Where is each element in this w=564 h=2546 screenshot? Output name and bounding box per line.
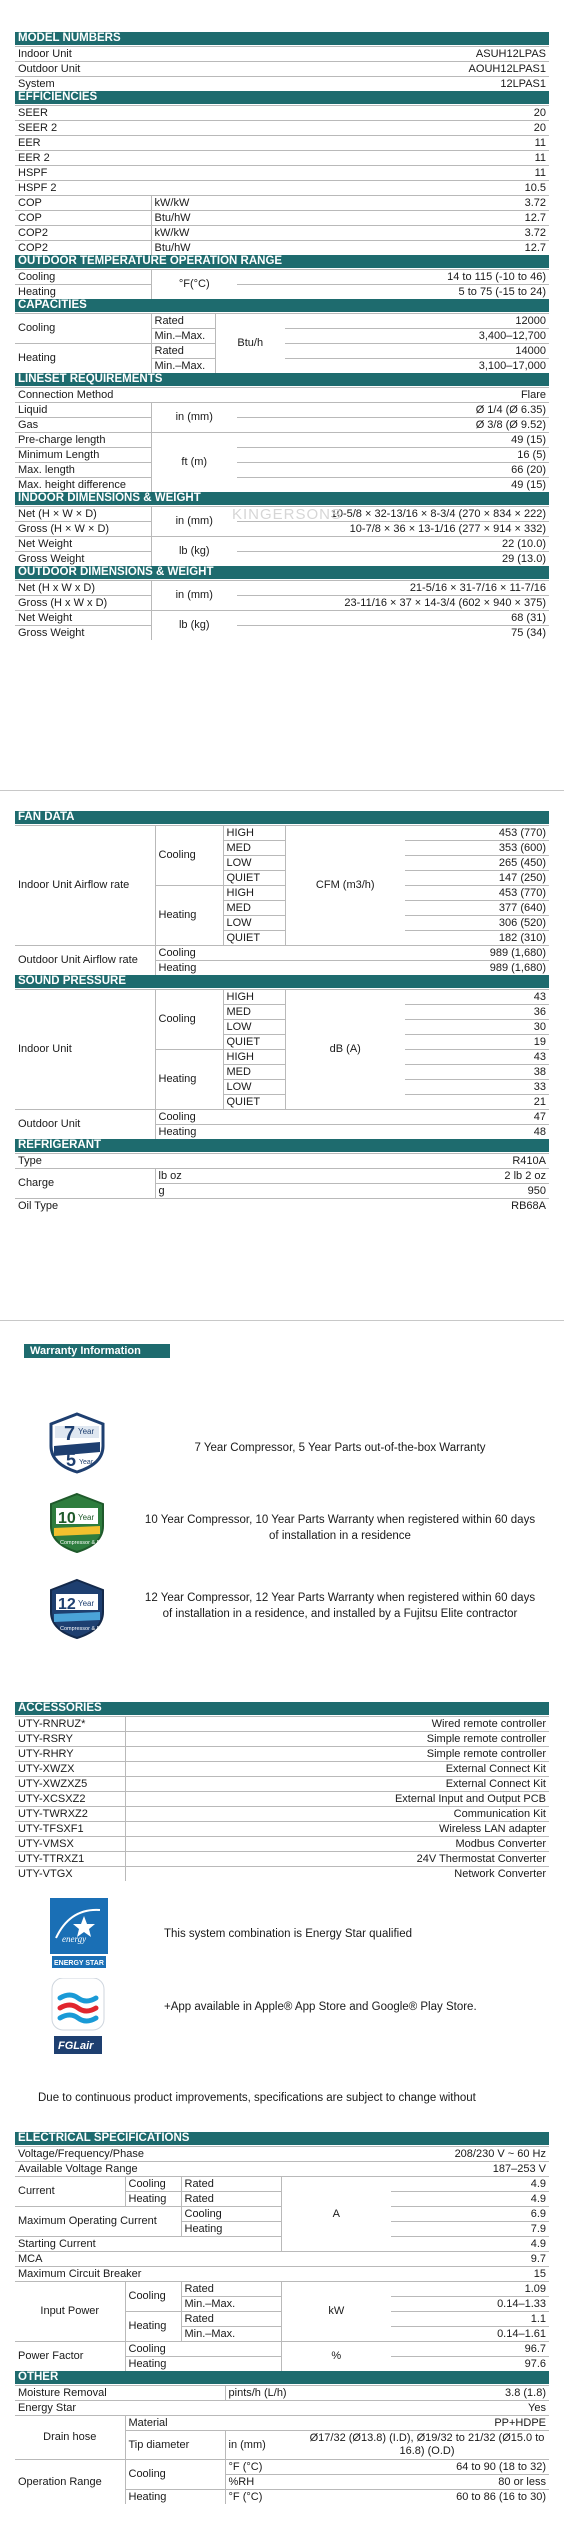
table-row: Min.–Max. 0.14–1.33 bbox=[15, 2297, 549, 2312]
table-row: UTY-TFSXF1 Wireless LAN adapter bbox=[15, 1822, 549, 1837]
table-row: Drain hose Material PP+HDPE bbox=[15, 2416, 549, 2431]
watermark: KINGERSONS bbox=[232, 506, 343, 523]
energy-star-text: This system combination is Energy Star qualified bbox=[164, 1928, 412, 1940]
accessories-header: ACCESSORIES bbox=[15, 1702, 549, 1716]
sound-header: SOUND PRESSURE bbox=[15, 975, 549, 989]
table-row: Outdoor Unit Airflow rate Cooling 989 (1,680) bbox=[15, 946, 549, 961]
table-row: Available Voltage Range 187–253 V bbox=[15, 2162, 549, 2177]
outdoor-temp-table bbox=[15, 269, 549, 299]
table-row: UTY-XCSXZ2 External Input and Output PCB bbox=[15, 1792, 549, 1807]
table-row: EER 11 bbox=[15, 136, 549, 151]
table-row: g 950 bbox=[15, 1184, 549, 1199]
lineset-table bbox=[15, 387, 549, 492]
table-row: COP Btu/hW 12.7 bbox=[15, 211, 549, 226]
table-row: Maximum Circuit Breaker 15 bbox=[15, 2267, 549, 2282]
table-row: Indoor Unit Cooling HIGH dB (A) 43 bbox=[15, 990, 549, 1005]
table-row: Min.–Max. 0.14–1.61 bbox=[15, 2327, 549, 2342]
refrigerant-header: REFRIGERANT bbox=[15, 1139, 549, 1153]
table-row: Cooling Rated Btu/h 12000 bbox=[15, 314, 549, 329]
table-row: Starting Current 4.9 bbox=[15, 2237, 549, 2252]
table-row: Liquid in (mm) Ø 1/4 (Ø 6.35) bbox=[15, 403, 549, 418]
badge-sub-number: 5 bbox=[66, 1450, 77, 1470]
table-row: EER 2 11 bbox=[15, 151, 549, 166]
table-row: Minimum Length 16 (5) bbox=[15, 448, 549, 463]
table-row: UTY-VTGX Network Converter bbox=[15, 1867, 549, 1882]
table-row: Indoor Unit Airflow rate Cooling HIGH CFM (m3/h) 453 (770) bbox=[15, 826, 549, 841]
table-row: System 12LPAS1 bbox=[15, 77, 549, 92]
warranty-12-text: 12 Year Compressor, 12 Year Parts Warranty when registered within 60 days of installation in a residence, and installed by a Fujitsu Elite contractor bbox=[144, 1592, 536, 1620]
table-row: Heating Rated 1.1 bbox=[15, 2312, 549, 2327]
table-row: Heating °F (°C) 60 to 86 (16 to 30) bbox=[15, 2490, 549, 2505]
badge-word: Year bbox=[79, 1459, 94, 1466]
table-row: Heating 48 bbox=[15, 1125, 549, 1140]
table-row: UTY-TWRXZ2 Communication Kit bbox=[15, 1807, 549, 1822]
table-row: Voltage/Frequency/Phase 208/230 V ~ 60 Hz bbox=[15, 2147, 549, 2162]
warranty-10-text: 10 Year Compressor, 10 Year Parts Warranty when registered within 60 days of installation in a residence bbox=[144, 1514, 536, 1542]
table-row: Heating 5 to 75 (-15 to 24) bbox=[15, 285, 549, 300]
table-row: UTY-RSRY Simple remote controller bbox=[15, 1732, 549, 1747]
table-row: UTY-RNRUZ* Wired remote controller bbox=[15, 1717, 549, 1732]
badge-number: 10 bbox=[58, 1510, 76, 1527]
svg-text:energy: energy bbox=[62, 1934, 87, 1944]
table-row: Moisture Removal pints/h (L/h) 3.8 (1.8) bbox=[15, 2386, 549, 2401]
badge-word: Year bbox=[78, 1513, 95, 1522]
table-row: UTY-RHRY Simple remote controller bbox=[15, 1747, 549, 1762]
indoor-dims-header: INDOOR DIMENSIONS & WEIGHT bbox=[15, 492, 549, 506]
table-row: SEER 20 bbox=[15, 106, 549, 121]
badge-word: Year bbox=[78, 1427, 95, 1436]
table-row: Net Weight lb (kg) 68 (31) bbox=[15, 611, 549, 626]
table-row: HSPF 2 10.5 bbox=[15, 181, 549, 196]
table-row: COP2 Btu/hW 12.7 bbox=[15, 241, 549, 256]
table-row: Indoor Unit ASUH12LPAS bbox=[15, 47, 549, 62]
table-row: Net Weight lb (kg) 22 (10.0) bbox=[15, 537, 549, 552]
table-row: HSPF 11 bbox=[15, 166, 549, 181]
table-row: Oil Type RB68A bbox=[15, 1199, 549, 1214]
outdoor-dims-header: OUTDOOR DIMENSIONS & WEIGHT bbox=[15, 566, 549, 580]
outdoor-temp-header: OUTDOOR TEMPERATURE OPERATION RANGE bbox=[15, 255, 549, 269]
table-row: Net (H x W x D) in (mm) 21-5/16 × 31-7/16 × 11-7/16 bbox=[15, 581, 549, 596]
badge-word: Year bbox=[78, 1599, 95, 1608]
capacities-table bbox=[15, 313, 549, 373]
table-row: Gross Weight 29 (13.0) bbox=[15, 552, 549, 567]
warranty-10-year-badge-icon bbox=[46, 1492, 108, 1554]
table-row: Gross (H x W x D) 23-11/16 × 37 × 14-3/4 (602 × 940 × 375) bbox=[15, 596, 549, 611]
model-numbers-table bbox=[15, 46, 549, 91]
model-numbers-header: MODEL NUMBERS bbox=[15, 32, 549, 46]
spec-table-3 bbox=[15, 2132, 549, 2504]
electrical-table bbox=[15, 2146, 549, 2371]
table-row: QUIET 147 (250) bbox=[15, 871, 549, 886]
table-row: UTY-TTRXZ1 24V Thermostat Converter bbox=[15, 1852, 549, 1867]
table-row: Charge lb oz 2 lb 2 oz bbox=[15, 1169, 549, 1184]
fglair-app-text: +App available in Apple® App Store and Google® Play Store. bbox=[164, 2001, 477, 2013]
table-row: QUIET 19 bbox=[15, 1035, 549, 1050]
spec-table-2 bbox=[15, 811, 549, 1213]
spec-table-1 bbox=[15, 32, 549, 640]
electrical-header: ELECTRICAL SPECIFICATIONS bbox=[15, 2132, 549, 2146]
table-row: COP2 kW/kW 3.72 bbox=[15, 226, 549, 241]
sound-table bbox=[15, 989, 549, 1139]
table-row: UTY-VMSX Modbus Converter bbox=[15, 1837, 549, 1852]
table-row: Heating 989 (1,680) bbox=[15, 961, 549, 976]
table-row: Heating 97.6 bbox=[15, 2357, 549, 2372]
badge-sub-text: Compressor & Parts bbox=[60, 1626, 108, 1632]
table-row: LOW 30 bbox=[15, 1020, 549, 1035]
warranty-12-year-badge-icon bbox=[46, 1578, 108, 1640]
table-row: MED 377 (640) bbox=[15, 901, 549, 916]
table-row: Input Power Cooling Rated kW 1.09 bbox=[15, 2282, 549, 2297]
continuous-improvement-note: Due to continuous product improvements, specifications are subject to change without bbox=[38, 2092, 476, 2104]
warranty-7-text: 7 Year Compressor, 5 Year Parts out-of-the-box Warranty bbox=[194, 1442, 486, 1454]
table-row: Connection Method Flare bbox=[15, 388, 549, 403]
table-row: Min.–Max. 3,400–12,700 bbox=[15, 329, 549, 344]
energy-star-logo-icon bbox=[50, 1898, 108, 1970]
table-row: Net (H × W × D) in (mm) 10-5/8 × 32-13/16 × 8-3/4 (270 × 834 × 222) bbox=[15, 507, 549, 522]
fglair-app-icon bbox=[48, 1978, 108, 2058]
warranty-7-year-badge-icon bbox=[46, 1412, 108, 1474]
fan-data-table bbox=[15, 825, 549, 975]
table-row: Gross Weight 75 (34) bbox=[15, 626, 549, 641]
table-row: MED 353 (600) bbox=[15, 841, 549, 856]
table-row: LOW 265 (450) bbox=[15, 856, 549, 871]
table-row: MED 38 bbox=[15, 1065, 549, 1080]
table-row: Heating HIGH 453 (770) bbox=[15, 886, 549, 901]
table-row: Power Factor Cooling % 96.7 bbox=[15, 2342, 549, 2357]
efficiencies-header: EFFICIENCIES bbox=[15, 91, 549, 105]
section-divider bbox=[0, 1320, 564, 1321]
accessories-table bbox=[15, 1716, 549, 1881]
table-row: MCA 9.7 bbox=[15, 2252, 549, 2267]
table-row: Outdoor Unit AOUH12LPAS1 bbox=[15, 62, 549, 77]
table-row: Max. length 66 (20) bbox=[15, 463, 549, 478]
section-divider bbox=[0, 790, 564, 791]
fglair-logo-text: FGLair bbox=[58, 2040, 94, 2052]
accessories-section bbox=[15, 1702, 549, 1881]
table-row: QUIET 182 (310) bbox=[15, 931, 549, 946]
table-row: %RH 80 or less bbox=[15, 2475, 549, 2490]
table-row: QUIET 21 bbox=[15, 1095, 549, 1110]
lineset-header: LINESET REQUIREMENTS bbox=[15, 373, 549, 387]
badge-number: 12 bbox=[58, 1596, 76, 1613]
table-row: MED 36 bbox=[15, 1005, 549, 1020]
table-row: COP kW/kW 3.72 bbox=[15, 196, 549, 211]
table-row: Energy Star Yes bbox=[15, 2401, 549, 2416]
table-row: Heating Rated 4.9 bbox=[15, 2192, 549, 2207]
table-row: Heating HIGH 43 bbox=[15, 1050, 549, 1065]
table-row: LOW 306 (520) bbox=[15, 916, 549, 931]
badge-sub-text: Compressor & Parts bbox=[60, 1540, 108, 1546]
table-row: Tip diameter in (mm) Ø17/32 (Ø13.8) (I.D), Ø19/32 to 21/32 (Ø15.0 to 16.8) (O.D) bbox=[15, 2431, 549, 2460]
efficiencies-table bbox=[15, 105, 549, 255]
capacities-header: CAPACITIES bbox=[15, 299, 549, 313]
refrigerant-table bbox=[15, 1153, 549, 1213]
table-row: UTY-XWZX External Connect Kit bbox=[15, 1762, 549, 1777]
table-row: Outdoor Unit Cooling 47 bbox=[15, 1110, 549, 1125]
energy-star-logo-text: ENERGY STAR bbox=[54, 1960, 104, 1967]
table-row: Gas Ø 3/8 (Ø 9.52) bbox=[15, 418, 549, 433]
other-table bbox=[15, 2385, 549, 2504]
table-row: LOW 33 bbox=[15, 1080, 549, 1095]
fan-data-header: FAN DATA bbox=[15, 811, 549, 825]
table-row: Maximum Operating Current Cooling 6.9 bbox=[15, 2207, 549, 2222]
table-row: Type R410A bbox=[15, 1154, 549, 1169]
outdoor-dims-table bbox=[15, 580, 549, 640]
table-row: Heating Rated 14000 bbox=[15, 344, 549, 359]
table-row: Max. height difference 49 (15) bbox=[15, 478, 549, 493]
table-row: Cooling °F(°C) 14 to 115 (-10 to 46) bbox=[15, 270, 549, 285]
table-row: Gross (H × W × D) 10-7/8 × 36 × 13-1/16 (277 × 914 × 332) bbox=[15, 522, 549, 537]
other-header: OTHER bbox=[15, 2371, 549, 2385]
table-row: Operation Range Cooling °F (°C) 64 to 90 (18 to 32) bbox=[15, 2460, 549, 2475]
table-row: UTY-XWZXZ5 External Connect Kit bbox=[15, 1777, 549, 1792]
table-row: SEER 2 20 bbox=[15, 121, 549, 136]
table-row: Pre-charge length ft (m) 49 (15) bbox=[15, 433, 549, 448]
table-row: Current Cooling Rated A 4.9 bbox=[15, 2177, 549, 2192]
warranty-title: Warranty Information bbox=[24, 1344, 170, 1358]
badge-number: 7 bbox=[64, 1423, 76, 1445]
table-row: Min.–Max. 3,100–17,000 bbox=[15, 359, 549, 374]
table-row: Heating 7.9 bbox=[15, 2222, 549, 2237]
